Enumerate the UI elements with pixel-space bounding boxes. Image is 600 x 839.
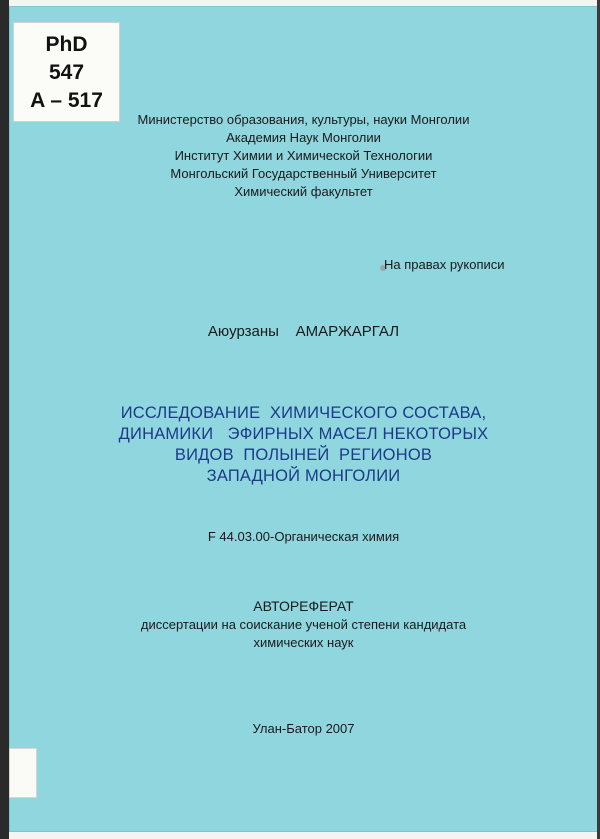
title-line: ИССЛЕДОВАНИЕ ХИМИЧЕСКОГО СОСТАВА, — [120, 404, 487, 422]
rights-note: На правах рукописи — [384, 257, 505, 272]
library-label-line: A – 517 — [30, 89, 103, 112]
document-type-detail: диссертации на соискание ученой степени кандидата — [140, 617, 467, 632]
title-line: ВИДОВ ПОЛЫНЕЙ РЕГИОНОВ — [174, 446, 433, 464]
document-type-detail: химических наук — [253, 635, 354, 650]
header-academy: Академия Наук Монголии — [226, 130, 381, 145]
scan-edge-left — [0, 0, 9, 839]
title-line: ЗАПАДНОЙ МОНГОЛИИ — [206, 467, 401, 485]
document-type: АВТОРЕФЕРАТ — [253, 598, 354, 614]
specialty-code: F 44.03.00-Органическая химия — [207, 529, 400, 544]
library-label-line: 547 — [48, 61, 85, 84]
header-institute: Институт Химии и Химической Технологии — [174, 148, 433, 163]
title-line: ДИНАМИКИ ЭФИРНЫХ МАСЕЛ НЕКОТОРЫХ — [118, 425, 489, 443]
library-label — [13, 22, 120, 122]
header-university: Монгольский Государственный Университет — [170, 166, 437, 181]
author-name: Аюурзаны АМАРЖАРГАЛ — [207, 323, 400, 340]
library-label-line: PhD — [45, 33, 88, 56]
header-ministry: Министерство образования, культуры, науки Монголии — [137, 112, 470, 127]
header-faculty: Химический факультет — [234, 184, 373, 199]
place-year: Улан-Батор 2007 — [252, 721, 355, 736]
paper-tab — [9, 748, 37, 798]
